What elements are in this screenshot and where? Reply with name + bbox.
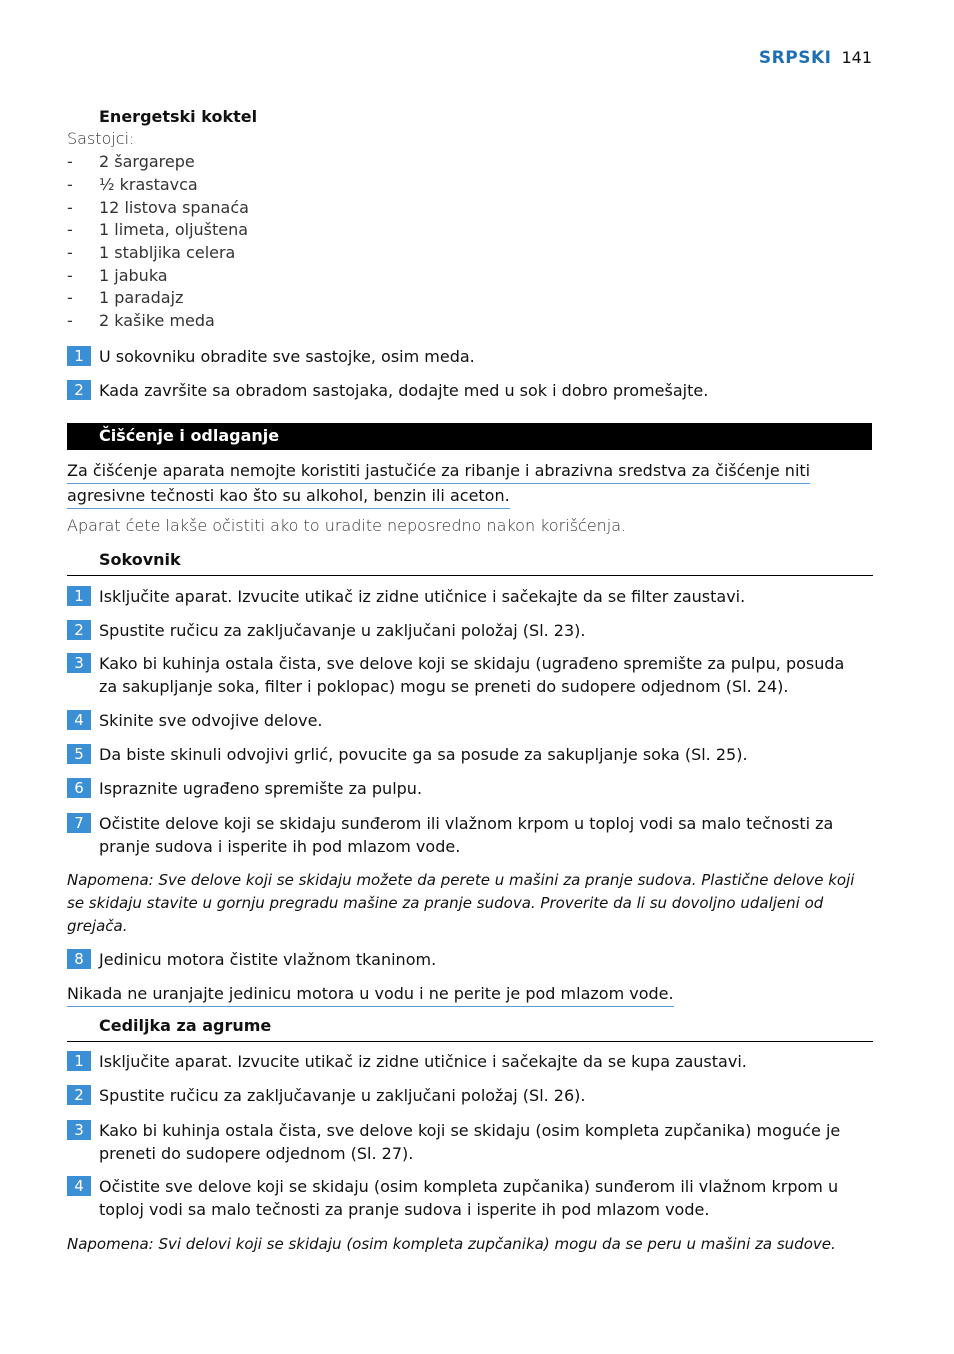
ingredient-item: - 2 šargarepe: [67, 152, 195, 171]
step-number-badge: 1: [67, 346, 91, 366]
divider: [67, 1041, 873, 1042]
step-number-badge: 7: [67, 813, 91, 833]
citrus-note: Napomena: Svi delovi koji se skidaju (osim kompleta zupčanika) mogu da se peru u mašini za sudove.: [67, 1235, 836, 1253]
juicer-step: 1 Isključite aparat. Izvucite utikač iz zidne utičnice i sačekajte da se filter zaustavi.: [67, 585, 862, 608]
ingredients-label: Sastojci:: [67, 129, 135, 148]
cleaning-warning: Za čišćenje aparata nemojte koristiti jastučiće za ribanje i abrazivna sredstva za čišćenje niti agresivne tečnosti kao što su alkohol, benzin ili aceton.: [67, 459, 810, 509]
juicer-step: 8 Jedinicu motora čistite vlažnom tkaninom.: [67, 948, 862, 971]
divider: [67, 575, 873, 576]
ingredient-item: - 1 limeta, oljuštena: [67, 220, 249, 239]
juicer-step: 7 Očistite delove koji se skidaju sunđerom ili vlažnom krpom u toploj vodi sa malo tečnosti za pranje sudova i isperite ih pod mlazom vode.: [67, 812, 862, 858]
recipe-step: 1 U sokovniku obradite sve sastojke, osim meda.: [67, 345, 862, 368]
step-number-badge: 3: [67, 1120, 91, 1140]
language-label: SRPSKI: [758, 48, 832, 68]
citrus-step: 3 Kako bi kuhinja ostala čista, sve delove koji se skidaju (osim kompleta zupčanika) moguće je preneti do sudopere odjednom (Sl. 27).: [67, 1119, 862, 1165]
ingredient-item: - ½ krastavca: [67, 175, 198, 194]
ingredient-item: - 2 kašike meda: [67, 311, 215, 330]
step-number-badge: 1: [67, 1051, 91, 1071]
page-header: [759, 48, 872, 68]
step-number-badge: 4: [67, 1176, 91, 1196]
citrus-title: Cediljka za agrume: [99, 1016, 272, 1035]
step-number-badge: 5: [67, 744, 91, 764]
page-number: 141: [841, 48, 872, 67]
juicer-title: Sokovnik: [99, 550, 181, 569]
citrus-step: 4 Očistite sve delove koji se skidaju (osim kompleta zupčanika) sunđerom ili vlažnom krpom u toploj vodi sa malo tečnosti za pranje sudova i isperite ih pod mlazom vode.: [67, 1175, 862, 1221]
ingredient-item: - 1 jabuka: [67, 266, 168, 285]
ingredient-item: - 1 paradajz: [67, 288, 184, 307]
step-number-badge: 2: [67, 620, 91, 640]
citrus-step: 2 Spustite ručicu za zaključavanje u zaključani položaj (Sl. 26).: [67, 1084, 862, 1107]
recipe-step: 2 Kada završite sa obradom sastojaka, dodajte med u sok i dobro promešajte.: [67, 379, 862, 402]
juicer-step: 5 Da biste skinuli odvojivi grlić, povucite ga sa posude za sakupljanje soka (Sl. 25).: [67, 743, 862, 766]
ingredient-item: - 1 stabljika celera: [67, 243, 236, 262]
juicer-step: 2 Spustite ručicu za zaključavanje u zaključani položaj (Sl. 23).: [67, 619, 862, 642]
step-number-badge: 2: [67, 1085, 91, 1105]
section-title: Čišćenje i odlaganje: [99, 426, 280, 445]
juicer-step: 4 Skinite sve odvojive delove.: [67, 709, 862, 732]
recipe-title: Energetski koktel: [99, 107, 258, 126]
section-heading-bar: [67, 423, 872, 450]
juicer-step: 6 Ispraznite ugrađeno spremište za pulpu.: [67, 777, 862, 800]
step-number-badge: 8: [67, 949, 91, 969]
cleaning-tip: Aparat ćete lakše očistiti ako to uradite neposredno nakon korišćenja.: [67, 516, 627, 535]
ingredient-item: - 12 listova spanaća: [67, 198, 249, 217]
step-number-badge: 4: [67, 710, 91, 730]
step-number-badge: 3: [67, 653, 91, 673]
step-number-badge: 6: [67, 778, 91, 798]
motor-warning: Nikada ne uranjajte jedinicu motora u vodu i ne perite je pod mlazom vode.: [67, 982, 674, 1007]
step-number-badge: 1: [67, 586, 91, 606]
juicer-step: 3 Kako bi kuhinja ostala čista, sve delove koji se skidaju (ugrađeno spremište za pulpu, posuda za sakupljanje soka, filter i poklopac) mogu se preneti do sudopere odjednom (Sl. 24).: [67, 652, 862, 698]
juicer-note: Napomena: Sve delove koji se skidaju možete da perete u mašini za pranje sudova. Plastične delove koji se skidaju stavite u gornju pregradu mašine za pranje sudova. Proverite da li su dovoljno udaljeni od grejača.: [67, 871, 855, 935]
citrus-step: 1 Isključite aparat. Izvucite utikač iz zidne utičnice i sačekajte da se kupa zaustavi.: [67, 1050, 862, 1073]
step-number-badge: 2: [67, 380, 91, 400]
